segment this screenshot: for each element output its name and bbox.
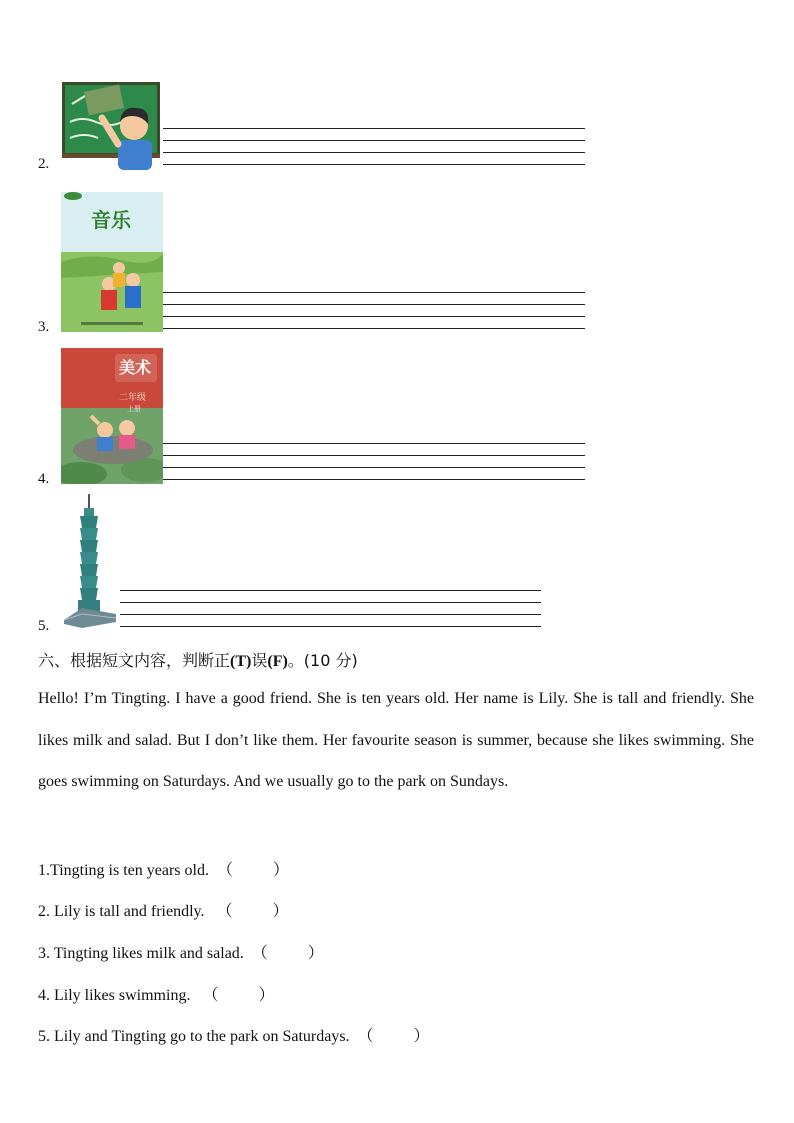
item-number: 3. [38,319,50,335]
heading-text: 六、根据短文内容，判断正 [38,651,231,670]
cover-title: 美术 [119,358,152,377]
answer-line [163,304,585,305]
answer-lines [163,128,585,165]
answer-line [163,128,585,129]
answer-line [163,316,585,317]
answer-line [120,590,541,591]
heading-true-marker: (T) [230,653,252,670]
answer-lines [163,443,585,480]
taipei-101-tower-image [60,494,120,630]
answer-line [120,614,541,615]
question-3: 3. Tingting likes milk and salad. （ ） [38,945,324,962]
answer-lines [120,590,541,627]
answer-line [163,140,585,141]
answer-line [163,455,585,456]
cover-title: 音乐 [91,208,131,232]
cover-grade: 二年级 [119,393,147,403]
answer-line [163,164,585,165]
answer-lines [163,292,585,329]
question-1: 1.Tingting is ten years old. （ ） [38,862,289,879]
answer-line [120,626,541,627]
art-textbook-cover-image [61,348,163,484]
answer-line [163,467,585,468]
answer-line [163,292,585,293]
item-number: 4. [38,471,50,487]
teacher-at-blackboard-image [62,82,160,170]
answer-line [163,152,585,153]
cover-volume: 上册 [127,405,141,413]
question-4: 4. Lily likes swimming. （ ） [38,987,275,1004]
answer-line [163,443,585,444]
answer-line [163,328,585,329]
answer-line [163,479,585,480]
heading-points: 。(10 分) [287,651,358,670]
answer-line [120,602,541,603]
heading-text: 误 [251,651,268,670]
item-number: 5. [38,618,50,634]
music-textbook-cover-image [61,192,163,332]
section-heading [38,648,358,671]
heading-false-marker: (F) [267,653,288,670]
reading-passage: Hello! I’m Tingting. I have a good friend. She is ten years old. Her name is Lily. She is tall and friendly. She likes milk and salad. But I don’t like them. Her favourite season is summer, because she likes swimming. She goes swimming on Saturdays. And we usually go to the park on Sundays. [38,690,754,791]
question-5: 5. Lily and Tingting go to the park on Saturdays. （ ） [38,1028,430,1045]
item-number: 2. [38,156,50,172]
question-2: 2. Lily is tall and friendly. （ ） [38,903,289,920]
